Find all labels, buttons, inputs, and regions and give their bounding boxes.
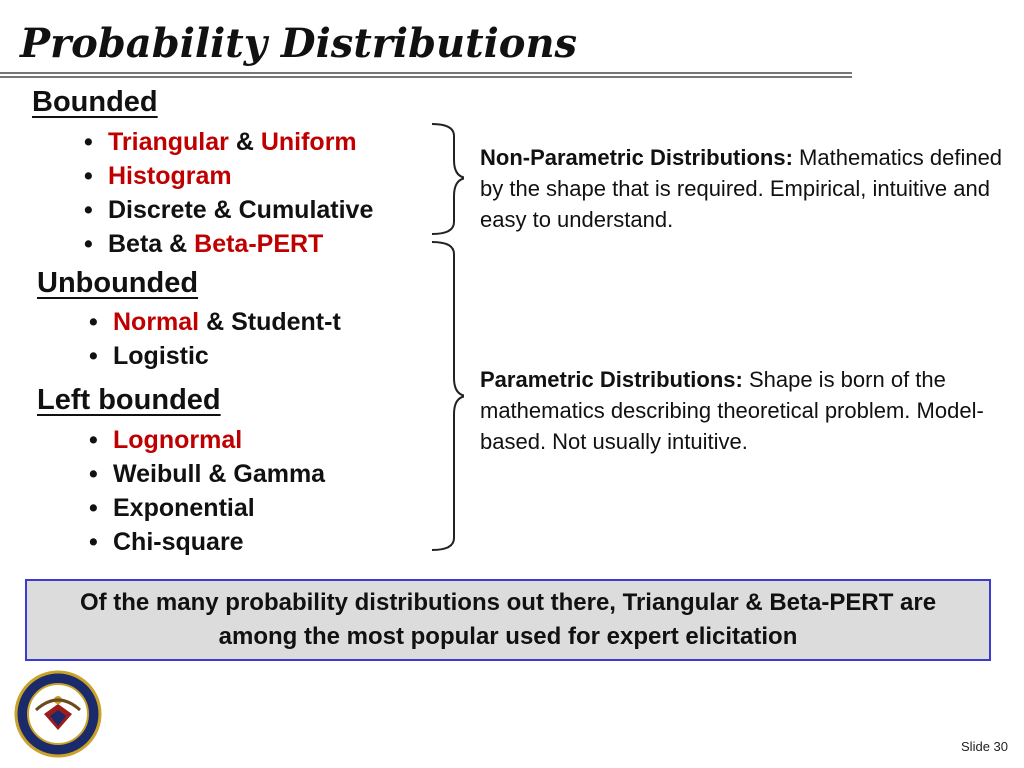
callout-text: Of the many probability distributions out there, Triangular & Beta-PERT are among the most popular used for expert elicitation (79, 589, 937, 650)
heading-unbounded: Unbounded (37, 267, 199, 299)
item-text: Chi-square (113, 528, 244, 556)
list-item (89, 491, 325, 525)
callout-box (25, 579, 991, 661)
item-text: Discrete & Cumulative (108, 196, 374, 224)
item-text: Weibull & Gamma (113, 460, 326, 488)
list-item (89, 423, 325, 457)
nonparametric-label: Non-Parametric Distributions: (480, 145, 793, 170)
highlighted-term: Normal (113, 308, 200, 336)
unbounded-list (89, 305, 341, 373)
highlighted-term: Histogram (108, 162, 232, 190)
highlighted-term: Lognormal (113, 426, 243, 454)
bullet-icon: • (89, 494, 98, 522)
brace-nonparametric (432, 124, 464, 234)
highlighted-term: Beta-PERT (194, 230, 324, 258)
brace-parametric (432, 242, 464, 550)
heading-bounded: Bounded (32, 86, 158, 118)
navy-seal-icon (14, 670, 102, 758)
nonparametric-description (480, 142, 1010, 235)
parametric-description (480, 364, 1010, 457)
nonparametric-text: Mathematics defined by the shape that is required. Empirical, intuitive and easy to understand. (480, 145, 1003, 232)
title-divider (0, 72, 852, 78)
bullet-icon: • (89, 308, 98, 336)
slide-number: Slide 30 (961, 739, 1008, 754)
list-item (84, 193, 373, 227)
parametric-label: Parametric Distributions: (480, 367, 743, 392)
bullet-icon: • (84, 128, 93, 156)
item-text: & Student-t (199, 308, 341, 336)
bounded-list (84, 125, 373, 261)
bullet-icon: • (89, 342, 98, 370)
brace-group (424, 118, 464, 558)
bullet-icon: • (89, 426, 98, 454)
list-item (89, 339, 341, 373)
heading-left-bounded: Left bounded (37, 384, 221, 416)
item-text: Beta & (108, 230, 195, 258)
list-item (84, 125, 373, 159)
item-text: & (228, 128, 261, 156)
bullet-icon: • (84, 230, 93, 258)
bullet-icon: • (89, 528, 98, 556)
left-bounded-list (89, 423, 325, 559)
item-text: Exponential (113, 494, 255, 522)
list-item (89, 525, 325, 559)
page-title: Probability Distributions (20, 20, 578, 67)
bullet-icon: • (84, 162, 93, 190)
highlighted-term: Triangular (108, 128, 229, 156)
list-item (89, 305, 341, 339)
parametric-text: Shape is born of the mathematics describing theoretical problem. Model-based. Not usually intuitive. (480, 367, 984, 454)
highlighted-term: Uniform (260, 128, 357, 156)
list-item (84, 227, 373, 261)
bullet-icon: • (84, 196, 93, 224)
item-text: Logistic (113, 342, 209, 370)
bullet-icon: • (89, 460, 98, 488)
list-item (84, 159, 373, 193)
list-item (89, 457, 325, 491)
